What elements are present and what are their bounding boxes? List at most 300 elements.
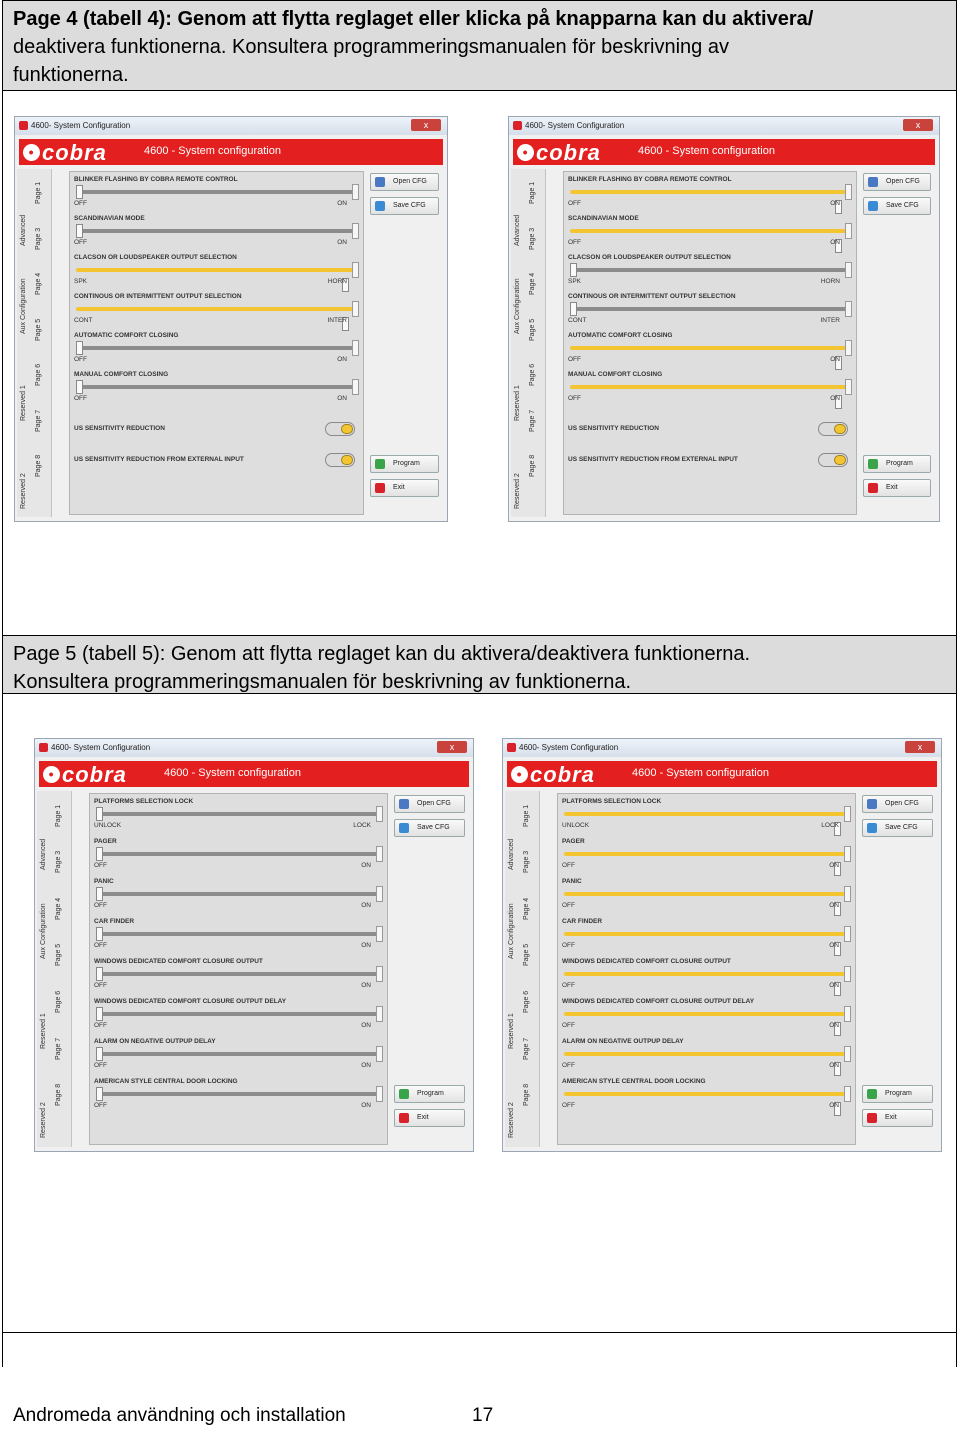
- program-arrow-icon: [375, 459, 385, 469]
- tab-page-8[interactable]: Page 8: [523, 1083, 530, 1106]
- cobra-logo: [517, 142, 601, 164]
- window-logo-icon: [513, 121, 522, 130]
- settings-panel: [563, 171, 857, 515]
- slider-thumb[interactable]: [96, 1047, 103, 1061]
- slider-right-label: ON: [830, 356, 840, 363]
- toggle-setting: [70, 453, 363, 481]
- tab-reserved-1[interactable]: Reserved 1: [20, 385, 27, 421]
- tab-page-5[interactable]: Page 5: [523, 943, 530, 966]
- toggle-switch[interactable]: [818, 453, 848, 467]
- slider-track[interactable]: [564, 892, 849, 896]
- tab-reserved-2[interactable]: Reserved 2: [40, 1102, 47, 1138]
- tab-page-4[interactable]: Page 4: [523, 897, 530, 920]
- exit-button[interactable]: [394, 1109, 465, 1127]
- tab-reserved-1[interactable]: Reserved 1: [40, 1013, 47, 1049]
- slider-setting: [564, 371, 856, 408]
- slider-left-label: OFF: [94, 862, 107, 869]
- tab-reserved-1[interactable]: Reserved 1: [514, 385, 521, 421]
- slider-spin-control[interactable]: [352, 340, 359, 356]
- brand-banner: [507, 761, 937, 787]
- slider-setting: [70, 371, 363, 408]
- slider-track[interactable]: [570, 307, 850, 311]
- slider-right-label: HORN: [327, 278, 347, 285]
- slider-setting: [564, 293, 856, 330]
- slider-left-label: OFF: [568, 239, 581, 246]
- save-cfg-button[interactable]: [863, 197, 931, 215]
- slider-spin-control[interactable]: [376, 1086, 383, 1102]
- slider-right-label: ON: [830, 239, 840, 246]
- slider-left-label: OFF: [568, 356, 581, 363]
- setting-label: CAR FINDER: [94, 918, 135, 925]
- open-cfg-button[interactable]: [862, 795, 933, 813]
- slider-track[interactable]: [96, 1052, 381, 1056]
- save-icon: [867, 823, 877, 833]
- toggle-switch[interactable]: [818, 422, 848, 436]
- slider-track[interactable]: [96, 892, 381, 896]
- slider-right-label: ON: [361, 1102, 371, 1109]
- slider-left-label: UNLOCK: [562, 822, 590, 829]
- slider-spin-control[interactable]: [376, 1006, 383, 1022]
- setting-label: CLACSON OR LOUDSPEAKER OUTPUT SELECTION: [568, 254, 731, 261]
- slider-track[interactable]: [96, 1012, 381, 1016]
- slider-setting: [558, 918, 855, 956]
- brand-banner: [39, 761, 469, 787]
- slider-right-label: LOCK: [353, 822, 371, 829]
- slider-thumb[interactable]: [76, 380, 83, 394]
- slider-spin-control[interactable]: [845, 301, 852, 317]
- tab-page-1[interactable]: Page 1: [523, 804, 530, 827]
- slider-left-label: OFF: [94, 942, 107, 949]
- tab-page-7[interactable]: Page 7: [529, 409, 536, 432]
- slider-setting: [558, 838, 855, 876]
- tab-page-6[interactable]: Page 6: [35, 363, 42, 386]
- page4-header-line: deaktivera funktionerna. Konsultera programmeringsmanualen för beskrivning av: [13, 36, 729, 58]
- slider-setting: [90, 838, 387, 876]
- slider-spin-control[interactable]: [845, 340, 852, 356]
- page5-header: [3, 636, 956, 694]
- slider-track[interactable]: [76, 307, 357, 311]
- slider-setting: [70, 293, 363, 330]
- setting-label: PANIC: [94, 878, 114, 885]
- tab-page-5[interactable]: Page 5: [35, 318, 42, 341]
- slider-right-label: ON: [829, 1022, 839, 1029]
- exit-button-label: Exit: [417, 1114, 429, 1121]
- save-cfg-button-label: Save CFG: [886, 202, 919, 209]
- slider-spin-control[interactable]: [845, 223, 852, 239]
- save-cfg-button[interactable]: [394, 819, 465, 837]
- setting-label: AMERICAN STYLE CENTRAL DOOR LOCKING: [562, 1078, 706, 1085]
- program-arrow-icon: [868, 459, 878, 469]
- tab-page-6[interactable]: Page 6: [55, 990, 62, 1013]
- toggle-switch[interactable]: [325, 453, 355, 467]
- setting-label: SCANDINAVIAN MODE: [74, 215, 145, 222]
- settings-panel: [89, 793, 388, 1145]
- vertical-tabs: [37, 791, 72, 1147]
- slider-track[interactable]: [564, 972, 849, 976]
- banner-title: 4600 - System configuration: [638, 145, 775, 157]
- app-window: [502, 738, 942, 1152]
- slider-thumb[interactable]: [76, 224, 83, 238]
- slider-right-label: ON: [337, 239, 347, 246]
- brand-banner: [19, 139, 443, 165]
- slider-right-label: ON: [361, 942, 371, 949]
- slider-right-label: ON: [337, 395, 347, 402]
- slider-left-label: OFF: [94, 1022, 107, 1029]
- window-logo-icon: [39, 743, 48, 752]
- tab-page-7[interactable]: Page 7: [523, 1037, 530, 1060]
- slider-spin-control[interactable]: [844, 1046, 851, 1062]
- save-cfg-button-label: Save CFG: [393, 202, 426, 209]
- slider-right-label: ON: [830, 395, 840, 402]
- slider-track[interactable]: [96, 852, 381, 856]
- open-folder-icon: [375, 177, 385, 187]
- setting-label: ALARM ON NEGATIVE OUTPUP DELAY: [562, 1038, 684, 1045]
- slider-right-label: ON: [829, 902, 839, 909]
- slider-spin-control[interactable]: [844, 806, 851, 822]
- slider-track[interactable]: [76, 229, 357, 233]
- slider-setting: [558, 1078, 855, 1116]
- slider-thumb[interactable]: [96, 927, 103, 941]
- slider-spin-control[interactable]: [352, 301, 359, 317]
- slider-spin-control[interactable]: [844, 926, 851, 942]
- slider-setting: [70, 176, 363, 213]
- tab-page-1[interactable]: Page 1: [529, 181, 536, 204]
- slider-right-label: ON: [829, 942, 839, 949]
- tab-advanced[interactable]: Advanced: [40, 838, 47, 870]
- slider-right-label: ON: [337, 356, 347, 363]
- tab-page-8[interactable]: Page 8: [55, 1083, 62, 1106]
- slider-left-label: OFF: [74, 356, 87, 363]
- cobra-logo-icon: •: [517, 144, 534, 161]
- exit-button[interactable]: [370, 479, 439, 497]
- slider-left-label: SPK: [74, 278, 88, 285]
- slider-right-label: ON: [829, 1062, 839, 1069]
- slider-left-label: CONT: [568, 317, 587, 324]
- program-button[interactable]: [863, 455, 931, 473]
- slider-left-label: OFF: [562, 1062, 575, 1069]
- program-button[interactable]: [862, 1085, 933, 1103]
- open-cfg-button-label: Open CFG: [417, 800, 451, 807]
- save-cfg-button[interactable]: [370, 197, 439, 215]
- slider-setting: [70, 332, 363, 369]
- slider-track[interactable]: [96, 972, 381, 976]
- slider-setting: [564, 176, 856, 213]
- save-icon: [399, 823, 409, 833]
- settings-panel: [69, 171, 364, 515]
- setting-label: ALARM ON NEGATIVE OUTPUP DELAY: [94, 1038, 216, 1045]
- slider-spin-control[interactable]: [352, 379, 359, 395]
- tab-page-3[interactable]: Page 3: [55, 850, 62, 873]
- slider-spin-control[interactable]: [352, 184, 359, 200]
- screenshot-page5-before: [34, 738, 474, 1152]
- window-titlebar: [509, 117, 939, 135]
- slider-track[interactable]: [564, 1052, 849, 1056]
- setting-label: PAGER: [562, 838, 585, 845]
- tab-page-6[interactable]: Page 6: [529, 363, 536, 386]
- cobra-logo: [43, 764, 127, 786]
- window-title: 4600- System Configuration: [525, 121, 625, 130]
- window-title: 4600- System Configuration: [51, 743, 151, 752]
- window-title: 4600- System Configuration: [519, 743, 619, 752]
- banner-title: 4600 - System configuration: [144, 145, 281, 157]
- banner-title: 4600 - System configuration: [632, 767, 769, 779]
- slider-spin-control[interactable]: [844, 1006, 851, 1022]
- tab-page-3[interactable]: Page 3: [35, 227, 42, 250]
- open-cfg-button[interactable]: [394, 795, 465, 813]
- slider-thumb[interactable]: [96, 847, 103, 861]
- tab-advanced[interactable]: Advanced: [508, 838, 515, 870]
- setting-label: CLACSON OR LOUDSPEAKER OUTPUT SELECTION: [74, 254, 237, 261]
- slider-spin-control[interactable]: [845, 262, 852, 278]
- slider-track[interactable]: [570, 268, 850, 272]
- slider-left-label: SPK: [568, 278, 582, 285]
- window-title: 4600- System Configuration: [31, 121, 131, 130]
- exit-button-label: Exit: [393, 484, 405, 491]
- slider-right-label: ON: [361, 902, 371, 909]
- program-button-label: Program: [886, 460, 913, 467]
- open-cfg-button[interactable]: [370, 173, 439, 191]
- slider-right-label: ON: [361, 862, 371, 869]
- screenshot-page5-after: [502, 738, 942, 1152]
- slider-track[interactable]: [76, 346, 357, 350]
- open-cfg-button-label: Open CFG: [393, 178, 427, 185]
- slider-left-label: OFF: [562, 942, 575, 949]
- slider-setting: [564, 215, 856, 252]
- slider-setting: [90, 918, 387, 956]
- slider-spin-control[interactable]: [844, 1086, 851, 1102]
- slider-spin-control[interactable]: [376, 1046, 383, 1062]
- tab-page-4[interactable]: Page 4: [529, 272, 536, 295]
- slider-thumb[interactable]: [96, 1087, 103, 1101]
- setting-label: SCANDINAVIAN MODE: [568, 215, 639, 222]
- setting-label: US SENSITIVITY REDUCTION: [568, 425, 659, 432]
- slider-spin-control[interactable]: [376, 926, 383, 942]
- program-button-label: Program: [885, 1090, 912, 1097]
- tab-page-1[interactable]: Page 1: [35, 181, 42, 204]
- window-titlebar: [35, 739, 473, 757]
- setting-label: PLATFORMS SELECTION LOCK: [562, 798, 662, 805]
- slider-thumb[interactable]: [96, 887, 103, 901]
- footer-text: Andromeda användning och installation: [13, 1405, 346, 1426]
- slider-left-label: OFF: [562, 982, 575, 989]
- save-icon: [375, 201, 385, 211]
- tab-page-7[interactable]: Page 7: [35, 409, 42, 432]
- open-cfg-button-label: Open CFG: [886, 178, 920, 185]
- slider-track[interactable]: [570, 229, 850, 233]
- slider-right-label: ON: [337, 200, 347, 207]
- slider-spin-control[interactable]: [352, 262, 359, 278]
- tab-page-8[interactable]: Page 8: [35, 454, 42, 477]
- tab-reserved-2[interactable]: Reserved 2: [514, 473, 521, 509]
- slider-left-label: OFF: [94, 982, 107, 989]
- slider-right-label: LOCK: [821, 822, 839, 829]
- toggle-setting: [70, 422, 363, 450]
- settings-panel: [557, 793, 856, 1145]
- slider-left-label: OFF: [562, 902, 575, 909]
- slider-left-label: OFF: [568, 395, 581, 402]
- slider-track[interactable]: [96, 932, 381, 936]
- toggle-switch[interactable]: [325, 422, 355, 436]
- slider-right-label: ON: [361, 982, 371, 989]
- slider-setting: [558, 1038, 855, 1076]
- screenshot-page4-after: [508, 116, 940, 522]
- slider-track[interactable]: [570, 346, 850, 350]
- slider-left-label: OFF: [74, 200, 87, 207]
- setting-label: US SENSITIVITY REDUCTION FROM EXTERNAL INPUT: [74, 456, 244, 463]
- setting-label: US SENSITIVITY REDUCTION FROM EXTERNAL INPUT: [568, 456, 738, 463]
- page4-header-line: funktionerna.: [13, 64, 129, 86]
- exit-button[interactable]: [862, 1109, 933, 1127]
- exit-button[interactable]: [863, 479, 931, 497]
- slider-spin-control[interactable]: [844, 846, 851, 862]
- slider-left-label: OFF: [74, 395, 87, 402]
- slider-spin-control[interactable]: [376, 806, 383, 822]
- tab-aux-configuration[interactable]: Aux Configuration: [508, 903, 515, 959]
- tab-reserved-1[interactable]: Reserved 1: [508, 1013, 515, 1049]
- tab-aux-configuration[interactable]: Aux Configuration: [20, 278, 27, 334]
- setting-label: CONTINOUS OR INTERMITTENT OUTPUT SELECTION: [74, 293, 242, 300]
- setting-label: PANIC: [562, 878, 582, 885]
- slider-thumb[interactable]: [570, 263, 577, 277]
- app-window: [508, 116, 940, 522]
- tab-aux-configuration[interactable]: Aux Configuration: [514, 278, 521, 334]
- save-cfg-button[interactable]: [862, 819, 933, 837]
- slider-track[interactable]: [564, 852, 849, 856]
- tab-page-5[interactable]: Page 5: [55, 943, 62, 966]
- slider-spin-control[interactable]: [376, 966, 383, 982]
- exit-button-label: Exit: [885, 1114, 897, 1121]
- close-button[interactable]: x: [903, 119, 933, 131]
- close-button[interactable]: x: [437, 741, 467, 753]
- tab-page-8[interactable]: Page 8: [529, 454, 536, 477]
- slider-track[interactable]: [564, 1012, 849, 1016]
- open-cfg-button[interactable]: [863, 173, 931, 191]
- save-cfg-button-label: Save CFG: [885, 824, 918, 831]
- page4-header-line: Page 4 (tabell 4): Genom att flytta reglaget eller klicka på knapparna kan du aktivera/: [13, 8, 814, 30]
- open-folder-icon: [868, 177, 878, 187]
- close-button[interactable]: x: [905, 741, 935, 753]
- setting-label: CONTINOUS OR INTERMITTENT OUTPUT SELECTION: [568, 293, 736, 300]
- slider-track[interactable]: [76, 190, 357, 194]
- banner-title: 4600 - System configuration: [164, 767, 301, 779]
- slider-setting: [564, 254, 856, 291]
- cobra-logo-icon: •: [511, 766, 528, 783]
- slider-left-label: OFF: [94, 902, 107, 909]
- cobra-logo: [23, 142, 107, 164]
- slider-spin-control[interactable]: [844, 966, 851, 982]
- slider-track[interactable]: [96, 812, 381, 816]
- program-button[interactable]: [370, 455, 439, 473]
- exit-icon: [399, 1113, 409, 1123]
- tab-page-1[interactable]: Page 1: [55, 804, 62, 827]
- tab-page-7[interactable]: Page 7: [55, 1037, 62, 1060]
- slider-setting: [558, 798, 855, 836]
- slider-spin-control[interactable]: [376, 846, 383, 862]
- page5-bottom-rule: [3, 1332, 956, 1333]
- slider-spin-control[interactable]: [845, 379, 852, 395]
- slider-track[interactable]: [76, 385, 357, 389]
- slider-spin-control[interactable]: [376, 886, 383, 902]
- slider-setting: [90, 798, 387, 836]
- tab-advanced[interactable]: Advanced: [514, 214, 521, 246]
- slider-track[interactable]: [76, 268, 357, 272]
- exit-icon: [867, 1113, 877, 1123]
- program-button-label: Program: [393, 460, 420, 467]
- cobra-logo-icon: •: [23, 144, 40, 161]
- slider-track[interactable]: [564, 1092, 849, 1096]
- slider-spin-control[interactable]: [845, 184, 852, 200]
- toggle-setting: [564, 453, 856, 481]
- slider-setting: [70, 254, 363, 291]
- slider-thumb[interactable]: [570, 302, 577, 316]
- slider-thumb[interactable]: [96, 807, 103, 821]
- slider-thumb[interactable]: [96, 1007, 103, 1021]
- setting-label: AMERICAN STYLE CENTRAL DOOR LOCKING: [94, 1078, 238, 1085]
- window-titlebar: [503, 739, 941, 757]
- app-window: [14, 116, 448, 522]
- setting-label: WINDOWS DEDICATED COMFORT CLOSURE OUTPUT: [562, 958, 731, 965]
- setting-label: WINDOWS DEDICATED COMFORT CLOSURE OUTPUT DELAY: [94, 998, 287, 1005]
- program-arrow-icon: [399, 1089, 409, 1099]
- slider-left-label: OFF: [94, 1102, 107, 1109]
- tab-reserved-2[interactable]: Reserved 2: [20, 473, 27, 509]
- slider-thumb[interactable]: [76, 185, 83, 199]
- page4-header: [3, 1, 956, 91]
- slider-setting: [70, 215, 363, 252]
- setting-label: CAR FINDER: [562, 918, 603, 925]
- program-button[interactable]: [394, 1085, 465, 1103]
- tab-aux-configuration[interactable]: Aux Configuration: [40, 903, 47, 959]
- slider-setting: [90, 1038, 387, 1076]
- slider-setting: [90, 958, 387, 996]
- page5-header-line: Konsultera programmeringsmanualen för beskrivning av funktionerna.: [13, 671, 632, 693]
- toggle-setting: [564, 422, 856, 450]
- tab-page-3[interactable]: Page 3: [523, 850, 530, 873]
- slider-thumb[interactable]: [96, 967, 103, 981]
- slider-track[interactable]: [564, 932, 849, 936]
- slider-spin-control[interactable]: [352, 223, 359, 239]
- tab-page-6[interactable]: Page 6: [523, 990, 530, 1013]
- exit-icon: [375, 483, 385, 493]
- save-icon: [868, 201, 878, 211]
- slider-thumb[interactable]: [76, 341, 83, 355]
- slider-track[interactable]: [570, 385, 850, 389]
- slider-left-label: UNLOCK: [94, 822, 122, 829]
- open-folder-icon: [399, 799, 409, 809]
- slider-track[interactable]: [96, 1092, 381, 1096]
- setting-label: WINDOWS DEDICATED COMFORT CLOSURE OUTPUT DELAY: [562, 998, 755, 1005]
- vertical-tabs: [17, 169, 52, 517]
- footer-page-number: 17: [472, 1405, 494, 1426]
- close-button[interactable]: x: [411, 119, 441, 131]
- tab-reserved-2[interactable]: Reserved 2: [508, 1102, 515, 1138]
- slider-track[interactable]: [564, 812, 849, 816]
- tab-page-5[interactable]: Page 5: [529, 318, 536, 341]
- slider-track[interactable]: [570, 190, 850, 194]
- window-logo-icon: [507, 743, 516, 752]
- slider-setting: [90, 878, 387, 916]
- slider-left-label: CONT: [74, 317, 93, 324]
- tab-advanced[interactable]: Advanced: [20, 214, 27, 246]
- save-cfg-button-label: Save CFG: [417, 824, 450, 831]
- slider-right-label: ON: [829, 1102, 839, 1109]
- slider-right-label: ON: [829, 862, 839, 869]
- tab-page-3[interactable]: Page 3: [529, 227, 536, 250]
- tab-page-4[interactable]: Page 4: [55, 897, 62, 920]
- tab-page-4[interactable]: Page 4: [35, 272, 42, 295]
- vertical-tabs: [511, 169, 546, 517]
- slider-spin-control[interactable]: [844, 886, 851, 902]
